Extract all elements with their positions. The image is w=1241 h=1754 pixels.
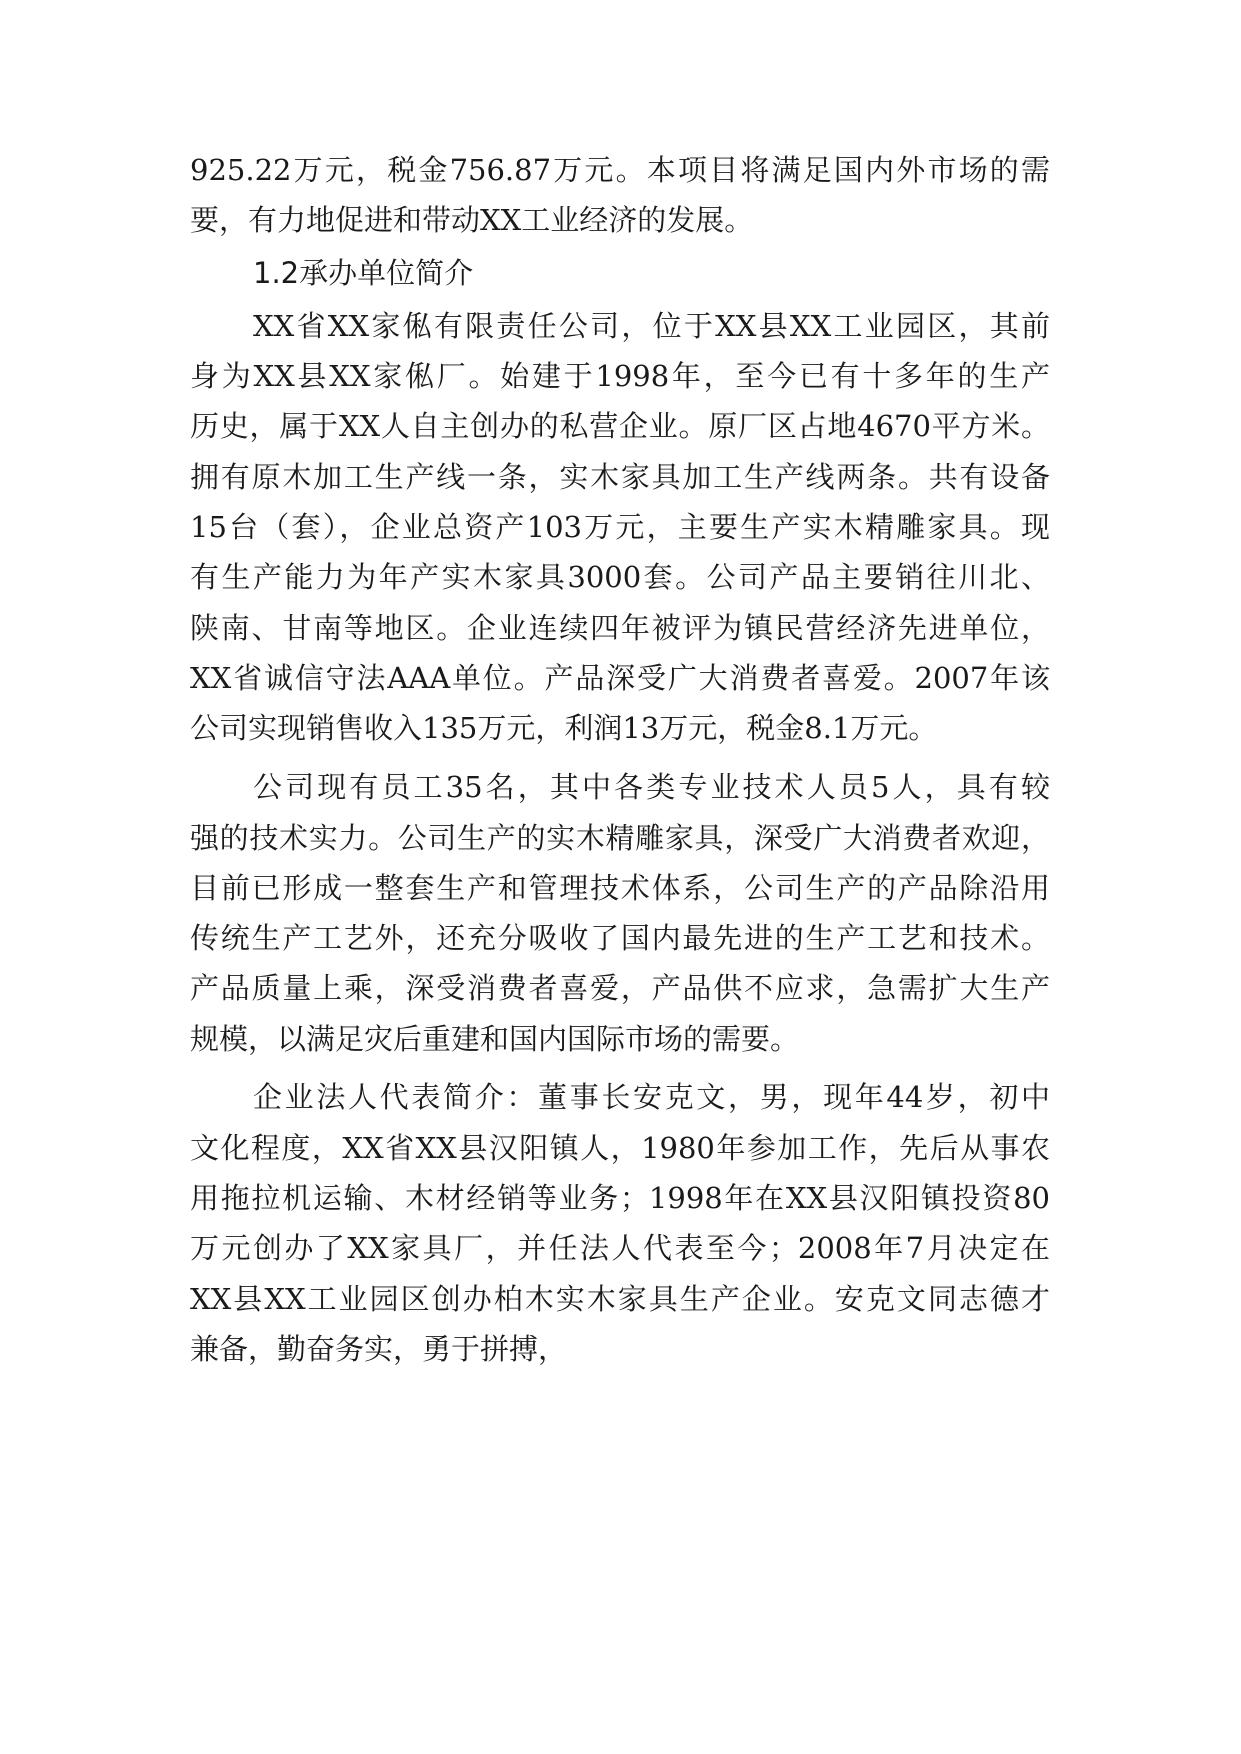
paragraph-line: 规模，以满足灾后重建和国内国际市场的需要。 — [190, 1022, 800, 1056]
paragraph-line: 15台（套），企业总资产103万元，主要生产实木精雕家具。现 — [190, 510, 1050, 544]
paragraph-line: XX县XX工业园区创办柏木实木家具生产企业。安克文同志德才 — [190, 1282, 1050, 1316]
paragraph-line: 传统生产工艺外，还充分吸收了国内最先进的生产工艺和技术。 — [190, 921, 1050, 955]
paragraph-line: 要，有力地促进和带动XX工业经济的发展。 — [190, 203, 754, 237]
paragraph-line: 公司现有员工35名，其中各类专业技术人员5人，具有较 — [253, 770, 1050, 804]
paragraph-line: 产品质量上乘，深受消费者喜爱，产品供不应求，急需扩大生产 — [190, 971, 1050, 1005]
paragraph-line: 925.22万元，税金756.87万元。本项目将满足国内外市场的需 — [190, 153, 1050, 187]
paragraph-line: 公司实现销售收入135万元，利润13万元，税金8.1万元。 — [190, 711, 938, 745]
paragraph-line: 用拖拉机运输、木材经销等业务；1998年在XX县汉阳镇投资80 — [190, 1181, 1050, 1215]
paragraph-line: 万元创办了XX家具厂，并任法人代表至今；2008年7月决定在 — [190, 1231, 1050, 1265]
paragraph-line: 拥有原木加工生产线一条，实木家具加工生产线两条。共有设备 — [190, 460, 1050, 494]
paragraph-line: 目前已形成一整套生产和管理技术体系，公司生产的产品除沿用 — [190, 871, 1050, 905]
paragraph-line: 企业法人代表简介：董事长安克文，男，现年44岁，初中 — [253, 1080, 1050, 1114]
paragraph-line: 兼备，勤奋务实，勇于拼搏， — [190, 1332, 568, 1366]
paragraph-line: 强的技术实力。公司生产的实木精雕家具，深受广大消费者欢迎， — [190, 821, 1050, 855]
paragraph-line: XX省XX家俬有限责任公司，位于XX县XX工业园区，其前 — [253, 309, 1050, 343]
paragraph-line: 文化程度，XX省XX县汉阳镇人，1980年参加工作，先后从事农 — [190, 1131, 1050, 1165]
paragraph-line: XX省诚信守法AAA单位。产品深受广大消费者喜爱。2007年该 — [190, 661, 1050, 695]
paragraph-line: 历史，属于XX人自主创办的私营企业。原厂区占地4670平方米。 — [190, 409, 1050, 443]
paragraph-line: 陕南、甘南等地区。企业连续四年被评为镇民营经济先进单位， — [190, 611, 1050, 645]
paragraph-line: 身为XX县XX家俬厂。始建于1998年，至今已有十多年的生产 — [190, 359, 1050, 393]
paragraph-line: 有生产能力为年产实木家具3000套。公司产品主要销往川北、 — [190, 560, 1050, 594]
section-heading: 1.2承办单位简介 — [253, 256, 474, 290]
